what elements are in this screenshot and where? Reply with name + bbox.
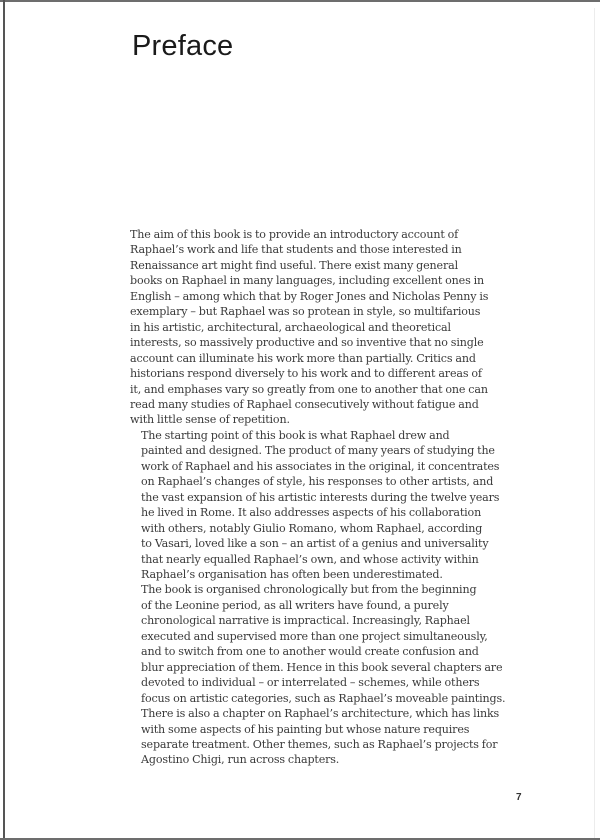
text-line: focus on artistic categories, such as Raphael’s moveable paintings. [141, 691, 506, 705]
page-edge-left [3, 0, 5, 840]
text-line: The book is organised chronologically but from the beginning [141, 583, 477, 597]
text-line: There is also a chapter on Raphael’s architecture, which has links [141, 707, 500, 721]
text-line: it, and emphases vary so greatly from one to another that one can [130, 382, 488, 396]
text-line: The starting point of this book is what Raphael drew and [141, 428, 450, 442]
text-line: executed and supervised more than one project simultaneously, [141, 629, 488, 643]
text-line: Raphael’s work and life that students and those interested in [130, 243, 462, 257]
text-line: exemplary – but Raphael was so protean in style, so multifarious [130, 305, 481, 319]
preface-body [130, 227, 542, 768]
text-line: of the Leonine period, as all writers have found, a purely [141, 598, 449, 612]
text-line: chronological narrative is impractical. Increasingly, Raphael [141, 614, 470, 628]
text-line: that nearly equalled Raphael’s own, and whose activity within [141, 552, 479, 566]
text-line: The aim of this book is to provide an introductory account of [130, 228, 459, 241]
text-line: with others, notably Giulio Romano, whom Raphael, according [141, 521, 483, 535]
text-line: devoted to individual – or interrelated – schemes, while others [141, 676, 480, 690]
text-line: English – among which that by Roger Jones and Nicholas Penny is [130, 289, 489, 303]
paragraph-2 [130, 428, 542, 583]
text-line: read many studies of Raphael consecutively without fatigue and [130, 397, 479, 411]
text-line: in his artistic, architectural, archaeological and theoretical [130, 320, 451, 334]
text-line: he lived in Rome. It also addresses aspects of his collaboration [141, 506, 482, 520]
text-line: account can illuminate his work more than partially. Critics and [130, 351, 476, 365]
paragraph-1 [130, 227, 542, 428]
paragraph-3 [130, 582, 542, 767]
text-line: Raphael’s organisation has often been underestimated. [141, 567, 443, 581]
text-line: Agostino Chigi, run across chapters. [141, 753, 340, 767]
page-edge-right [594, 8, 595, 840]
text-line: with some aspects of his painting but whose nature requires [141, 722, 470, 736]
text-line: painted and designed. The product of many years of studying the [141, 444, 495, 458]
page-title: Preface [132, 30, 234, 62]
text-line: separate treatment. Other themes, such as Raphael’s projects for [141, 737, 498, 751]
text-line: and to switch from one to another would create confusion and [141, 645, 479, 659]
text-line: with little sense of repetition. [130, 413, 290, 427]
text-line: work of Raphael and his associates in the original, it concentrates [141, 459, 500, 473]
page-number: 7 [516, 792, 522, 803]
text-line: on Raphael’s changes of style, his responses to other artists, and [141, 475, 494, 489]
text-line: interests, so massively productive and so inventive that no single [130, 336, 484, 350]
text-line: blur appreciation of them. Hence in this book several chapters are [141, 660, 503, 674]
text-line: to Vasari, loved like a son – an artist of a genius and universality [141, 537, 489, 551]
text-line: historians respond diversely to his work and to different areas of [130, 367, 482, 381]
text-line: books on Raphael in many languages, including excellent ones in [130, 274, 485, 288]
text-line: the vast expansion of his artistic interests during the twelve years [141, 490, 500, 504]
page-edge-top [0, 0, 600, 2]
text-line: Renaissance art might find useful. There exist many general [130, 258, 458, 272]
